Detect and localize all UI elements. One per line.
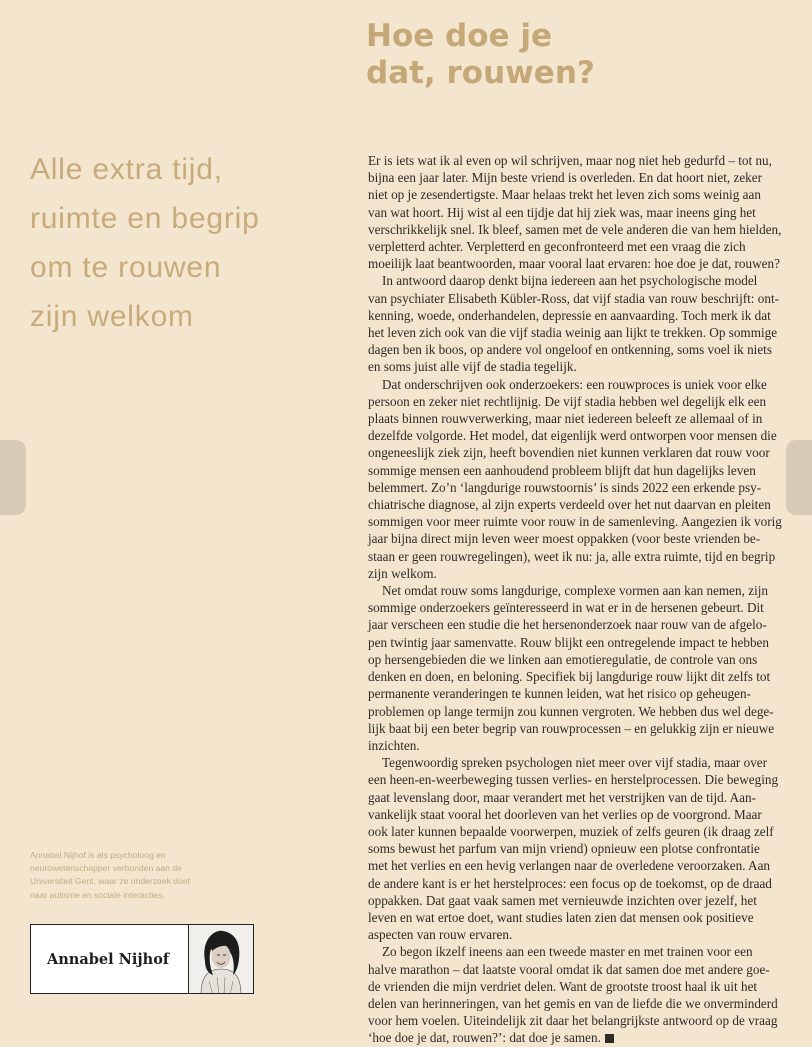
paragraph-line: In antwoord daarop denkt bijna iedereen aan het psychologische model <box>382 273 758 289</box>
paragraph-line: jaar bijna direct mijn leven weer moest oppakken (voor beste vrienden be- <box>368 531 761 547</box>
paragraph-line: en soms juist alle vijf de stadia tegelijk. <box>368 359 577 375</box>
bio-line: Universiteit Gent, waar ze onderzoek doet <box>30 876 191 887</box>
paragraph-line: belemmert. Zo’n ‘langdurige rouwstoornis’ is sinds 2022 een erkende psy- <box>368 479 762 495</box>
article-paragraph <box>368 152 788 272</box>
paragraph-line: op hersengebieden die we linken aan emotieregulatie, de controle van ons <box>368 651 758 667</box>
paragraph-line: zijn welkom. <box>368 565 437 581</box>
paragraph-line: ‘hoe doe je dat, rouwen?’: dat doe je samen. <box>368 1029 788 1046</box>
paragraph-line: verschrikkelijk snel. Ik bleef, samen met de vele anderen die van hem hielden, <box>368 221 782 237</box>
paragraph-line: leven en wat ertoe doet, want studies laten zien dat mensen ook positieve <box>368 909 754 925</box>
paragraph-line: van psychiater Elisabeth Kübler-Ross, dat vijf stadia van rouw beschrijft: ont- <box>368 290 780 306</box>
pull-quote-line: Alle extra tijd, <box>30 153 223 186</box>
end-of-article-mark <box>605 1034 614 1043</box>
paragraph-line: Dat onderschrijven ook onderzoekers: een rouwproces is uniek voor elke <box>382 376 767 392</box>
paragraph-line: sommige onderzoekers geïnteresseerd in wat er in de hersenen gebeurt. Dit <box>368 600 764 616</box>
article-paragraph <box>368 376 788 582</box>
paragraph-line: de vrienden die mijn verdriet delen. Want de grootste troost haal ik uit het <box>368 978 758 994</box>
author-bio <box>30 849 330 902</box>
paragraph-line: het leven zich ook van die vijf stadia weinig aan lijkt te trekken. Op sommige <box>368 325 778 341</box>
article-body <box>368 152 788 1047</box>
paragraph-line: jaar verscheen een studie die het hersenonderzoek naar rouw van de afgelo- <box>368 617 767 633</box>
paragraph-line: vankelijk staat vooral het doorleven van het verlies op de voorgrond. Maar <box>368 806 762 822</box>
paragraph-line: delen van herinneringen, van het gemis en van de liefde die we onverminderd <box>368 995 778 1011</box>
paragraph-line: aspecten van rouw ervaren. <box>368 927 513 943</box>
paragraph-line: denken en doen, en beloning. Specifiek bij langdurige rouw lijkt dit zelfs tot <box>368 669 771 685</box>
paragraph-line: een heen-en-weerbeweging tussen verlies- en herstelprocessen. Die beweging <box>368 772 779 788</box>
previous-page-tab[interactable] <box>0 440 26 515</box>
article-paragraph <box>368 754 788 943</box>
paragraph-line: ongeneeslijk ziek zijn, heeft bovendien niet kunnen verklaren dat rouw voor <box>368 445 770 461</box>
paragraph-line: inzichten. <box>368 737 420 753</box>
pull-quote-line: om te rouwen <box>30 251 222 284</box>
pull-quote <box>30 145 330 341</box>
author-portrait <box>189 925 253 993</box>
title-line-2: dat, rouwen? <box>366 55 595 91</box>
paragraph-line: halve marathon – dat laatste vooral omdat ik dat samen doe met andere goe- <box>368 961 770 977</box>
paragraph-line: ook later kunnen bepaalde voorwerpen, muziek of zelfs geuren (ik draag zelf <box>368 823 774 839</box>
paragraph-line: chiatrische diagnose, al zijn experts verdeeld over het nut daarvan en pleiten <box>368 497 771 513</box>
paragraph-line: gaat levenslang door, maar verandert met het verstrijken van de tijd. Aan- <box>368 789 756 805</box>
paragraph-line: sommige mensen een aanhoudend probleem blijft dat hun dagelijks leven <box>368 462 756 478</box>
paragraph-line: voor hem voelen. Uiteindelijk zit daar het belangrijkste antwoord op de vraag <box>368 1013 778 1029</box>
paragraph-line: Er is iets wat ik al even op wil schrijven, maar nog niet heb gedurfd – tot nu, <box>368 153 772 168</box>
portrait-illustration <box>189 925 253 993</box>
article-title <box>366 18 595 92</box>
paragraph-line: problemen op lange termijn zou kunnen vergroten. We hebben dus wel dege- <box>368 703 774 719</box>
pull-quote-line: ruimte en begrip <box>30 202 260 235</box>
paragraph-line: Tegenwoordig spreken psychologen niet meer over vijf stadia, maar over <box>382 755 768 771</box>
paragraph-line: verpletterd achter. Verpletterd en geconfronteerd met een vraag die zich <box>368 239 746 255</box>
paragraph-line: bijna een jaar later. Mijn beste vriend is overleden. En dat hoort niet, zeker <box>368 170 763 186</box>
article-paragraph <box>368 582 788 754</box>
paragraph-line: niet op je zesendertigste. Maar helaas trekt het leven zich soms weinig aan <box>368 187 761 203</box>
paragraph-line: moeilijk laat beantwoorden, maar vooral laat ervaren: hoe doe je dat, rouwen? <box>368 256 780 272</box>
bio-line: neurowetenschapper verbonden aan de <box>30 863 182 874</box>
paragraph-line: staan er geen rouwregelingen), weet ik nu: ja, alle extra ruimte, tijd en begrip <box>368 548 776 564</box>
pull-quote-line: zijn welkom <box>30 300 194 333</box>
paragraph-line: met het verlies en een hevig verlangen naar de overledene veroorzaken. Aan <box>368 858 771 874</box>
article-paragraph <box>368 272 788 375</box>
bio-line: Annabel Nijhof is als psycholoog en <box>30 850 166 860</box>
paragraph-line: permanente veranderingen te kunnen leiden, wat het risico op geheugen- <box>368 686 752 702</box>
bio-line: naar autisme en sociale interacties. <box>30 889 165 900</box>
paragraph-line: lijk baat bij een beter begrip van rouwprocessen – en gelukkig zijn er nieuwe <box>368 720 775 736</box>
paragraph-line: Net omdat rouw soms langdurige, complexe vormen aan kan nemen, zijn <box>382 583 768 599</box>
paragraph-line: persoon en zeker niet rechtlijnig. De vijf stadia hebben wel degelijk elk een <box>368 393 767 409</box>
author-name: Annabel Nijhof <box>31 925 189 993</box>
paragraph-line: kenning, woede, onderhandelen, depressie en aanvaarding. Toch merk ik dat <box>368 307 771 323</box>
paragraph-line: de andere kant is er het herstelproces: een focus op de toekomst, op de draad <box>368 875 772 891</box>
paragraph-line: dagen ben ik boos, op andere vol ongeloof en ontkenning, soms voel ik niets <box>368 342 772 358</box>
article-paragraph <box>368 943 788 1046</box>
author-card <box>30 924 254 994</box>
paragraph-line: plaats binnen rouwverwerking, maar niet iedereen beleeft ze allemaal of in <box>368 411 763 427</box>
next-page-tab[interactable] <box>786 440 812 515</box>
title-line-1: Hoe doe je <box>366 18 553 54</box>
paragraph-line: sommigen voor meer ruimte voor rouw in de samenleving. Aangezien ik vorig <box>368 514 782 530</box>
paragraph-line: oppakken. Dat gaat vaak samen met vernieuwde inzichten over jezelf, het <box>368 892 757 908</box>
paragraph-line: pen twintig jaar samenvatte. Rouw blijkt een ontregelende impact te hebben <box>368 634 769 650</box>
paragraph-line: van wat hoort. Hij wist al een tijdje dat hij ziek was, maar ineens ging het <box>368 204 756 220</box>
paragraph-line: soms bewust het parfum van mijn vriend) opnieuw een plotse confrontatie <box>368 841 760 857</box>
paragraph-line: dezelfde volgorde. Het model, dat eigenlijk werd ontworpen voor mensen die <box>368 428 777 444</box>
paragraph-line: Zo begon ikzelf ineens aan een tweede master en met trainen voor een <box>382 944 753 960</box>
